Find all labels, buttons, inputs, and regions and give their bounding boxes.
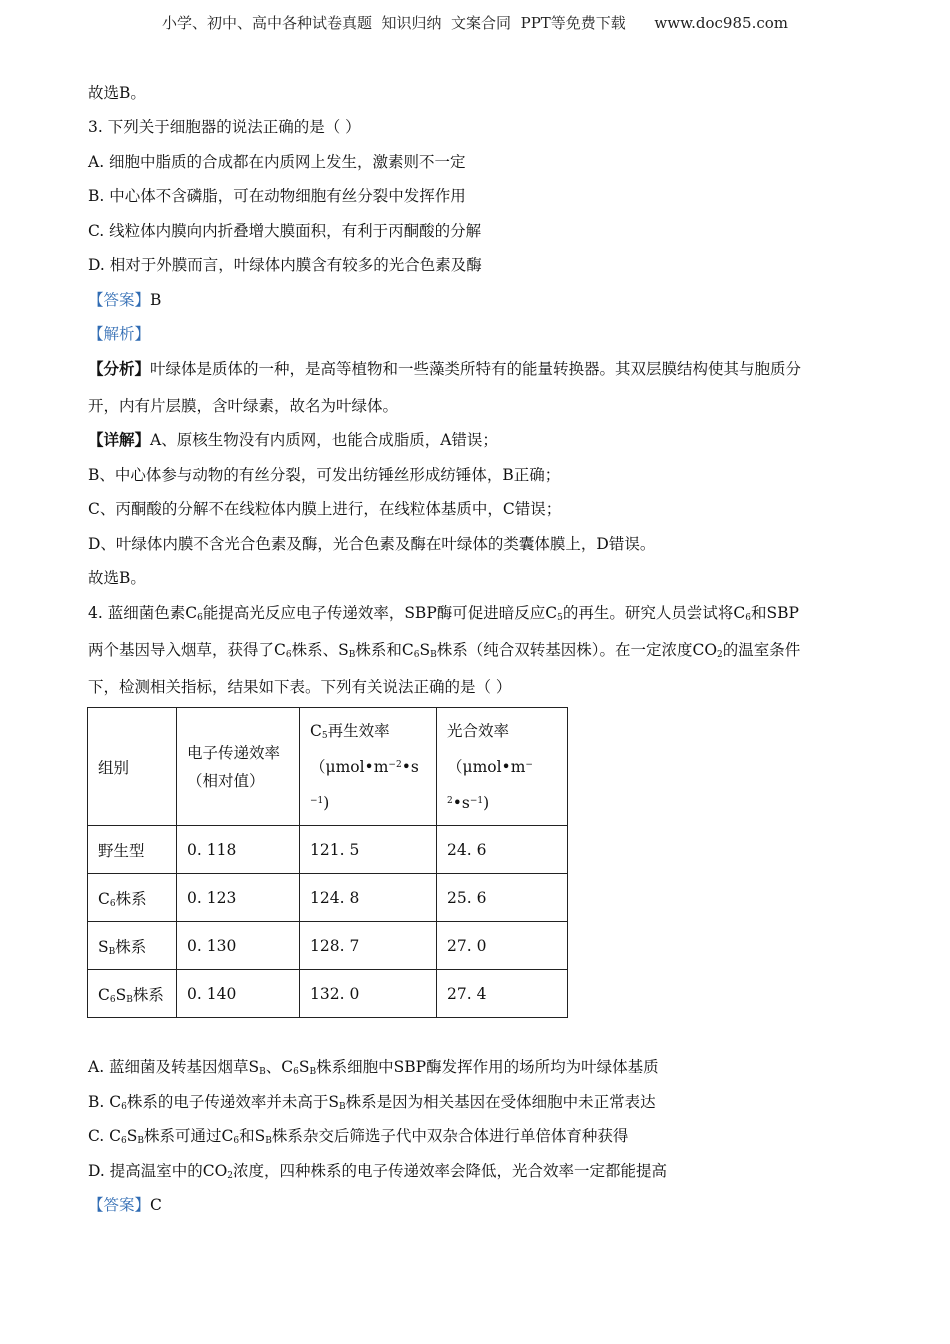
fenxi-label: 【分析】 [88,359,151,378]
header-c5 [300,708,437,826]
subscript: B [108,946,116,957]
q3-fenxi-line-2: 开，内有片层膜，含叶绿素，故名为叶绿体。 [88,397,399,415]
group-text: 株系 [115,937,147,956]
header-text: 再生效率 [327,721,390,740]
q2-conclusion: 故选B。 [88,84,146,102]
option-text: 株系是因为相关基因在受体细胞中未正常表达 [345,1093,656,1111]
subscript: B [348,650,356,660]
superscript: −1 [310,795,324,806]
q4-stem-line-2 [88,640,800,660]
cell-photo: 24. 6 [437,826,568,874]
option-text: C. C [88,1127,122,1145]
header-text: •s [452,793,470,812]
q3-xiangjie-c: C、丙酮酸的分解不在线粒体内膜上进行，在线粒体基质中，C错误； [88,500,562,518]
subscript: B [309,1067,317,1077]
stem-text: 能提高光反应电子传递效率，SBP酶可促进暗反应C [202,604,558,622]
q3-analysis-label: 【解析】 [88,325,151,343]
table-row [88,874,568,922]
header-text: ) [483,793,490,812]
subscript: B [265,1136,272,1146]
table-row [88,922,568,970]
header-text: 组别 [98,758,130,777]
subscript: 2 [227,1171,234,1181]
table-header-row [88,708,568,826]
q4-option-a [88,1057,659,1077]
subscript: 6 [285,650,292,660]
header-text: （μmol•m [310,757,389,776]
cell-electron: 0. 130 [177,922,300,970]
group-text: S [98,937,109,956]
stem-text: 的再生。研究人员尝试将C [562,604,746,622]
cell-c5: 128. 7 [300,922,437,970]
group-text: 株系 [115,889,147,908]
header-text: •s [401,757,419,776]
cell-photo: 27. 0 [437,922,568,970]
q4-option-b [88,1092,656,1112]
subscript: 6 [197,613,203,623]
header-photo [437,708,568,826]
option-text: A. 蓝细菌及转基因烟草S [88,1058,260,1076]
option-text: 株系可通过C [144,1127,234,1145]
cell-electron: 0. 140 [177,970,300,1018]
header-text: （μmol•m [447,757,526,776]
cell-photo: 25. 6 [437,874,568,922]
q3-fenxi-line-1 [88,359,801,379]
header-group [88,708,177,826]
subscript: B [338,1102,346,1112]
cell-c5: 121. 5 [300,826,437,874]
cell-group: 野生型 [88,826,177,874]
group-text: C [98,889,110,908]
subscript: B [137,1136,145,1146]
subscript: B [430,650,437,660]
xiangjie-label: 【详解】 [88,430,151,449]
option-text: D. 提高温室中的CO [88,1162,228,1180]
cell-c5: 124. 8 [300,874,437,922]
group-text: 株系 [132,985,164,1004]
cell-electron: 0. 123 [177,874,300,922]
answer-value: B [150,291,162,309]
cell-photo: 27. 4 [437,970,568,1018]
cell-c5: 132. 0 [300,970,437,1018]
group-text: C [98,985,110,1004]
option-text: S [126,1127,138,1145]
q4-stem-line-3: 下，检测相关指标，结果如下表。下列有关说法正确的是（ ） [88,678,512,696]
q3-option-a: A. 细胞中脂质的合成都在内质网上发生，激素则不一定 [88,153,466,171]
cell-electron: 0. 118 [177,826,300,874]
q3-xiangjie-b: B、中心体参与动物的有丝分裂，可发出纺锤丝形成纺锤体，B正确； [88,466,561,484]
cell-group [88,970,177,1018]
subscript: 6 [121,1102,127,1112]
answer-value: C [150,1196,162,1214]
stem-text: 两个基因导入烟草，获得了C [88,641,286,659]
option-text: B. C [88,1093,122,1111]
subscript: 5 [321,730,328,741]
group-text: S [115,985,127,1004]
subscript: 5 [557,613,563,623]
subscript: 6 [109,898,116,909]
q3-answer [88,290,161,310]
q3-conclusion: 故选B。 [88,569,146,587]
cell-group [88,922,177,970]
q3-option-c: C. 线粒体内膜向内折叠增大膜面积，有利于丙酮酸的分解 [88,222,482,240]
fenxi-text-1: 叶绿体是质体的一种，是高等植物和一些藻类所特有的能量转换器。其双层膜结构使其与胞质分 [150,360,802,378]
q4-answer [88,1195,162,1215]
subscript: 6 [413,650,420,660]
cell-group [88,874,177,922]
superscript: 2 [447,795,453,806]
subscript: 2 [717,650,723,660]
page-header: 小学、初中、高中各种试卷真题 知识归纳 文案合同 PPT等免费下载 www.doc985.com [161,14,788,32]
q4-option-d [88,1161,667,1181]
header-text: 光合效率 [447,721,510,740]
q3-xiangjie-a [88,430,498,450]
header-text: 电子传递效率 [187,743,281,762]
xiangjie-a-text: A、原核生物没有内质网，也能合成脂质，A错误； [150,431,498,449]
q3-stem: 3. 下列关于细胞器的说法正确的是（ ） [88,118,361,136]
stem-text: 4. 蓝细菌色素C [88,604,198,622]
subscript: B [259,1067,266,1077]
q4-stem-line-1 [88,603,799,623]
subscript: 6 [233,1136,240,1146]
superscript: −2 [388,759,402,770]
results-table [87,707,568,1018]
answer-label: 【答案】 [88,291,151,309]
option-text: 、C [265,1058,294,1076]
answer-label: 【答案】 [88,1196,151,1214]
header-text: （相对值） [187,771,265,790]
superscript: −1 [469,795,484,806]
subscript: 6 [109,994,116,1005]
option-text: 株系细胞中SBP酶发挥作用的场所均为叶绿体基质 [316,1058,659,1076]
header-electron [177,708,300,826]
q3-xiangjie-d: D、叶绿体内膜不含光合色素及酶，光合色素及酶在叶绿体的类囊体膜上，D错误。 [88,535,656,553]
stem-text: 株系、S [291,641,349,659]
header-text: ) [323,793,330,812]
subscript: 6 [293,1067,299,1077]
q3-option-d: D. 相对于外膜而言，叶绿体内膜含有较多的光合色素及酶 [88,256,482,274]
option-text: 和S [239,1127,266,1145]
superscript: − [525,759,533,770]
option-text: S [298,1058,310,1076]
subscript: 6 [121,1136,127,1146]
option-text: 株系杂交后筛选子代中双杂合体进行单倍体育种获得 [271,1127,629,1145]
stem-text: 和SBP [750,604,799,622]
table-row [88,970,568,1018]
stem-text: S [419,641,431,659]
stem-text: 的温室条件 [722,641,801,659]
stem-text: 株系（纯合双转基因株）。在一定浓度CO [436,641,718,659]
q3-option-b: B. 中心体不含磷脂，可在动物细胞有丝分裂中发挥作用 [88,187,466,205]
stem-text: 株系和C [355,641,414,659]
table-row [88,826,568,874]
option-text: 株系的电子传递效率并未高于S [126,1093,339,1111]
subscript: B [126,994,133,1005]
option-text: 浓度，四种株系的电子传递效率会降低，光合效率一定都能提高 [233,1162,668,1180]
q4-option-c [88,1126,628,1146]
subscript: 6 [745,613,751,623]
header-text: C [310,721,322,740]
